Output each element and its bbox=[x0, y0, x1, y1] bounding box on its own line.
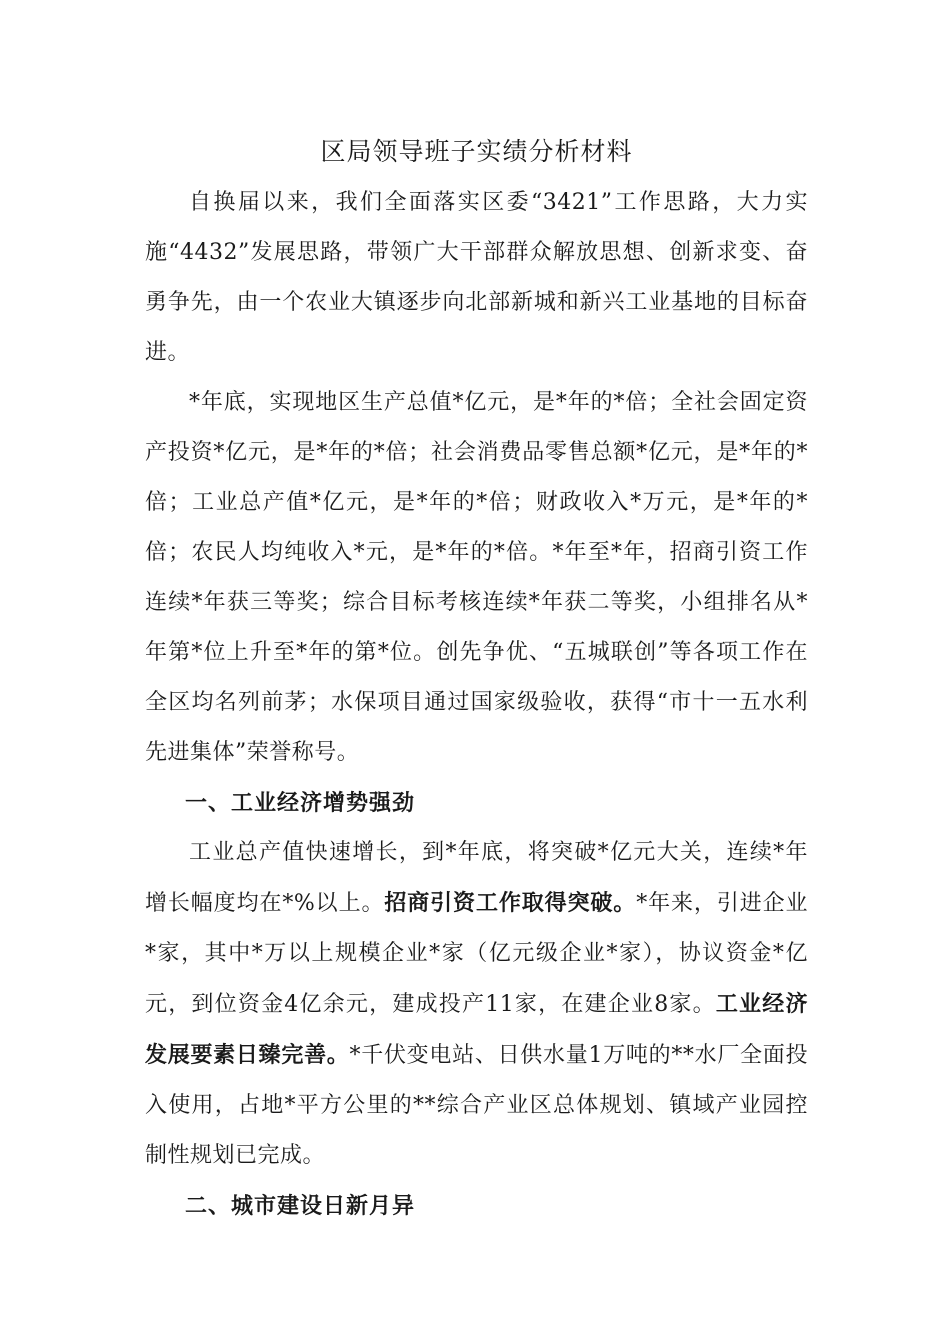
achievements-paragraph: *年底，实现地区生产总值*亿元，是*年的*倍；全社会固定资产投资*亿元，是*年的*倍；社会消费品零售总额*亿元，是*年的*倍；工业总产值*亿元，是*年的*倍；财政收入*万元，是*年的*倍；农民人均纯收入*元，是*年的*倍。*年至*年，招商引资工作连续*年获三等奖；综合目标考核连续*年获二等奖，小组排名从*年第*位上升至*年的第*位。创先争优、“五城联创”等各项工作在全区均名列前茅；水保项目通过国家级验收，获得“市十一五水利先进集体”荣誉称号。 bbox=[145, 390, 808, 765]
industry-text-b: *年来，引进企业*家，其中*万以上规模企业*家（亿元级企业*家），协议资金*亿元，到位资金4亿余元，建成投产11家，在建企业8家。 bbox=[145, 891, 808, 1017]
industry-bold-investment: 招商引资工作取得突破。 bbox=[384, 890, 637, 916]
section-heading-city: 二、城市建设日新月异 bbox=[185, 1193, 416, 1219]
intro-paragraph: 自换届以来，我们全面落实区委“3421”工作思路，大力实施“4432”发展思路，带领广大干部群众解放思想、创新求变、奋勇争先，由一个农业大镇逐步向北部新城和新兴工业基地的目标奋进。 bbox=[145, 190, 808, 365]
industry-text-a: 工业总产值快速增长，到*年底，将突破*亿元大关，连续*年增长幅度均在*%以上。 bbox=[145, 840, 808, 916]
industry-text-c: *千伏变电站、日供水量1万吨的**水厂全面投入使用，占地*平方公里的**综合产业区总体规划、镇域产业园控制性规划已完成。 bbox=[145, 1043, 808, 1168]
document-title: 区局领导班子实绩分析材料 bbox=[320, 137, 633, 166]
industry-bold-factors: 工业经济发展要素日臻完善。 bbox=[145, 991, 808, 1068]
industry-paragraph bbox=[145, 828, 808, 1181]
section-heading-industry: 一、工业经济增势强劲 bbox=[185, 790, 416, 816]
document-body bbox=[145, 128, 808, 1231]
